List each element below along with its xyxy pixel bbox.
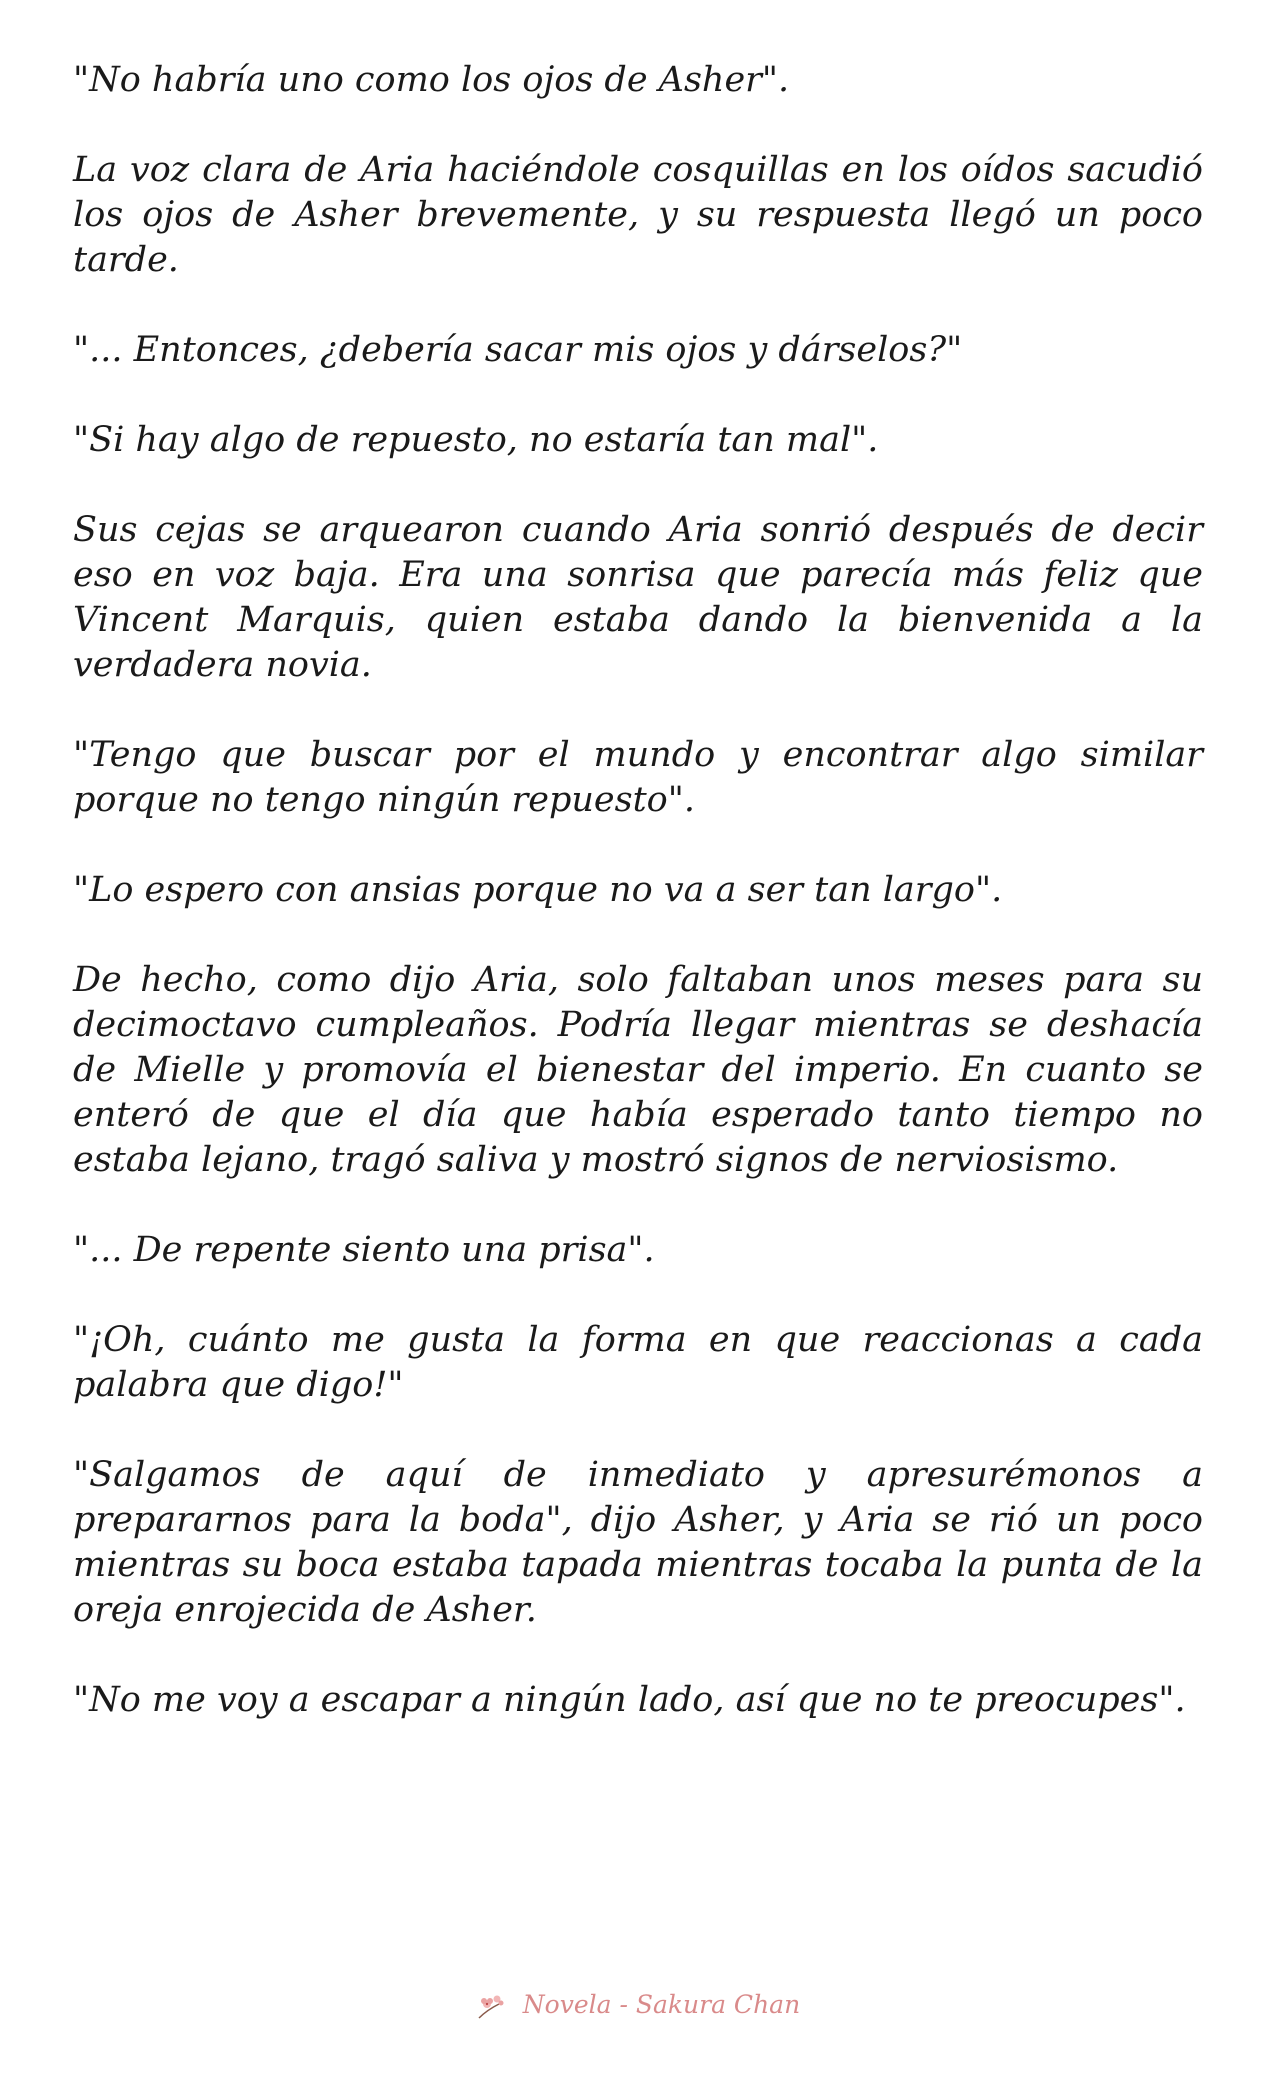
paragraph-6: "Tengo que buscar por el mundo y encontrar algo similar porque no tengo ningún repuesto". <box>73 735 1203 820</box>
paragraph-8: De hecho, como dijo Aria, solo faltaban unos meses para su decimoctavo cumpleaños. Podría llegar mientras se deshacía de Mielle y promovía el bienestar del imperio. En cuanto se enteró de que el día que había esperado tanto tiempo no estaba lejano, tragó saliva y mostró signos de nerviosismo. <box>73 960 1203 1180</box>
paragraph-9: "... De repente siento una prisa". <box>73 1230 655 1270</box>
paragraph-2: La voz clara de Aria haciéndole cosquillas en los oídos sacudió los ojos de Asher brevemente, y su respuesta llegó un poco tarde. <box>73 150 1203 280</box>
chapter-text <box>73 58 1203 1768</box>
paragraph-10: "¡Oh, cuánto me gusta la forma en que reaccionas a cada palabra que digo!" <box>73 1320 1203 1405</box>
watermark <box>0 1990 1275 2022</box>
paragraph-4: "Si hay algo de repuesto, no estaría tan mal". <box>73 420 879 460</box>
paragraph-12: "No me voy a escapar a ningún lado, así que no te preocupes". <box>73 1680 1186 1720</box>
paragraph-1: "No habría uno como los ojos de Asher". <box>73 60 790 100</box>
paragraph-3: "... Entonces, ¿debería sacar mis ojos y dárselos?" <box>73 330 963 370</box>
cherry-blossom-icon <box>475 1992 509 2022</box>
watermark-text: Novela - Sakura Chan <box>522 1990 801 2019</box>
paragraph-11: "Salgamos de aquí de inmediato y apresurémonos a prepararnos para la boda", dijo Asher, y Aria se rió un poco mientras su boca estaba tapada mientras tocaba la punta de la oreja enrojecida de Asher. <box>73 1455 1203 1630</box>
paragraph-5: Sus cejas se arquearon cuando Aria sonrió después de decir eso en voz baja. Era una sonrisa que parecía más feliz que Vincent Marquis, quien estaba dando la bienvenida a la verdadera novia. <box>73 510 1203 685</box>
paragraph-7: "Lo espero con ansias porque no va a ser tan largo". <box>73 870 1003 910</box>
